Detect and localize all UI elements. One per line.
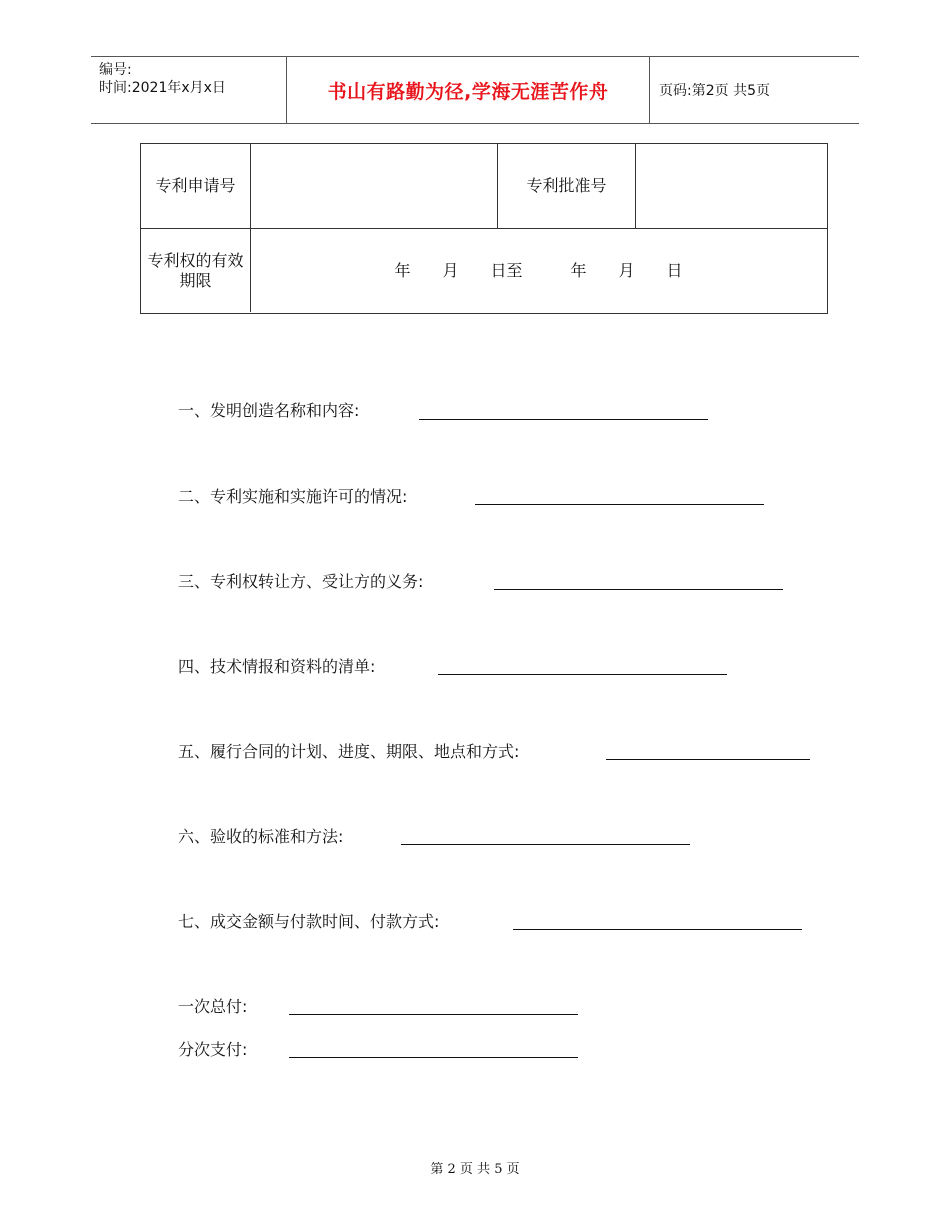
section-2-blank[interactable]	[475, 504, 764, 505]
section-7-blank[interactable]	[513, 929, 802, 930]
section-6-blank[interactable]	[401, 844, 690, 845]
application-number-label: 专利申请号	[155, 176, 236, 195]
section-3-blank[interactable]	[494, 589, 783, 590]
approval-number-label: 专利批准号	[526, 176, 607, 195]
section-3-label: 三、专利权转让方、受让方的义务:	[178, 572, 424, 591]
section-5-label: 五、履行合同的计划、进度、期限、地点和方式:	[178, 742, 520, 761]
header-page-info: 页码:第2页 共5页	[659, 83, 770, 99]
document-number-label: 编号:	[99, 62, 132, 78]
section-1-blank[interactable]	[419, 419, 708, 420]
section-7-label: 七、成交金额与付款时间、付款方式:	[178, 912, 440, 931]
section-5-blank[interactable]	[606, 759, 810, 760]
approval-number-field[interactable]	[636, 144, 826, 228]
section-4-blank[interactable]	[438, 674, 727, 675]
installments-label: 分次支付:	[178, 1040, 248, 1059]
header-meta	[99, 61, 226, 97]
validity-period-field[interactable]: 年 月 日至 年 月 日	[394, 260, 683, 280]
section-1-label: 一、发明创造名称和内容:	[178, 401, 360, 420]
header-divider	[649, 57, 650, 123]
lump-sum-label: 一次总付:	[178, 997, 248, 1016]
page-footer: 第 2 页 共 5 页	[430, 1162, 520, 1177]
patent-info-table	[140, 143, 828, 314]
header-motto: 书山有路勤为径,学海无涯苦作舟	[327, 80, 609, 103]
document-time-label: 时间:2021年x月x日	[99, 80, 226, 96]
validity-period-label: 专利权的有效期限	[147, 250, 244, 290]
section-6-label: 六、验收的标准和方法:	[178, 827, 344, 846]
page-header	[91, 56, 859, 124]
section-2-label: 二、专利实施和实施许可的情况:	[178, 487, 408, 506]
section-4-label: 四、技术情报和资料的清单:	[178, 657, 376, 676]
installments-blank[interactable]	[289, 1057, 578, 1058]
application-number-field[interactable]	[251, 144, 497, 228]
lump-sum-blank[interactable]	[289, 1014, 578, 1015]
